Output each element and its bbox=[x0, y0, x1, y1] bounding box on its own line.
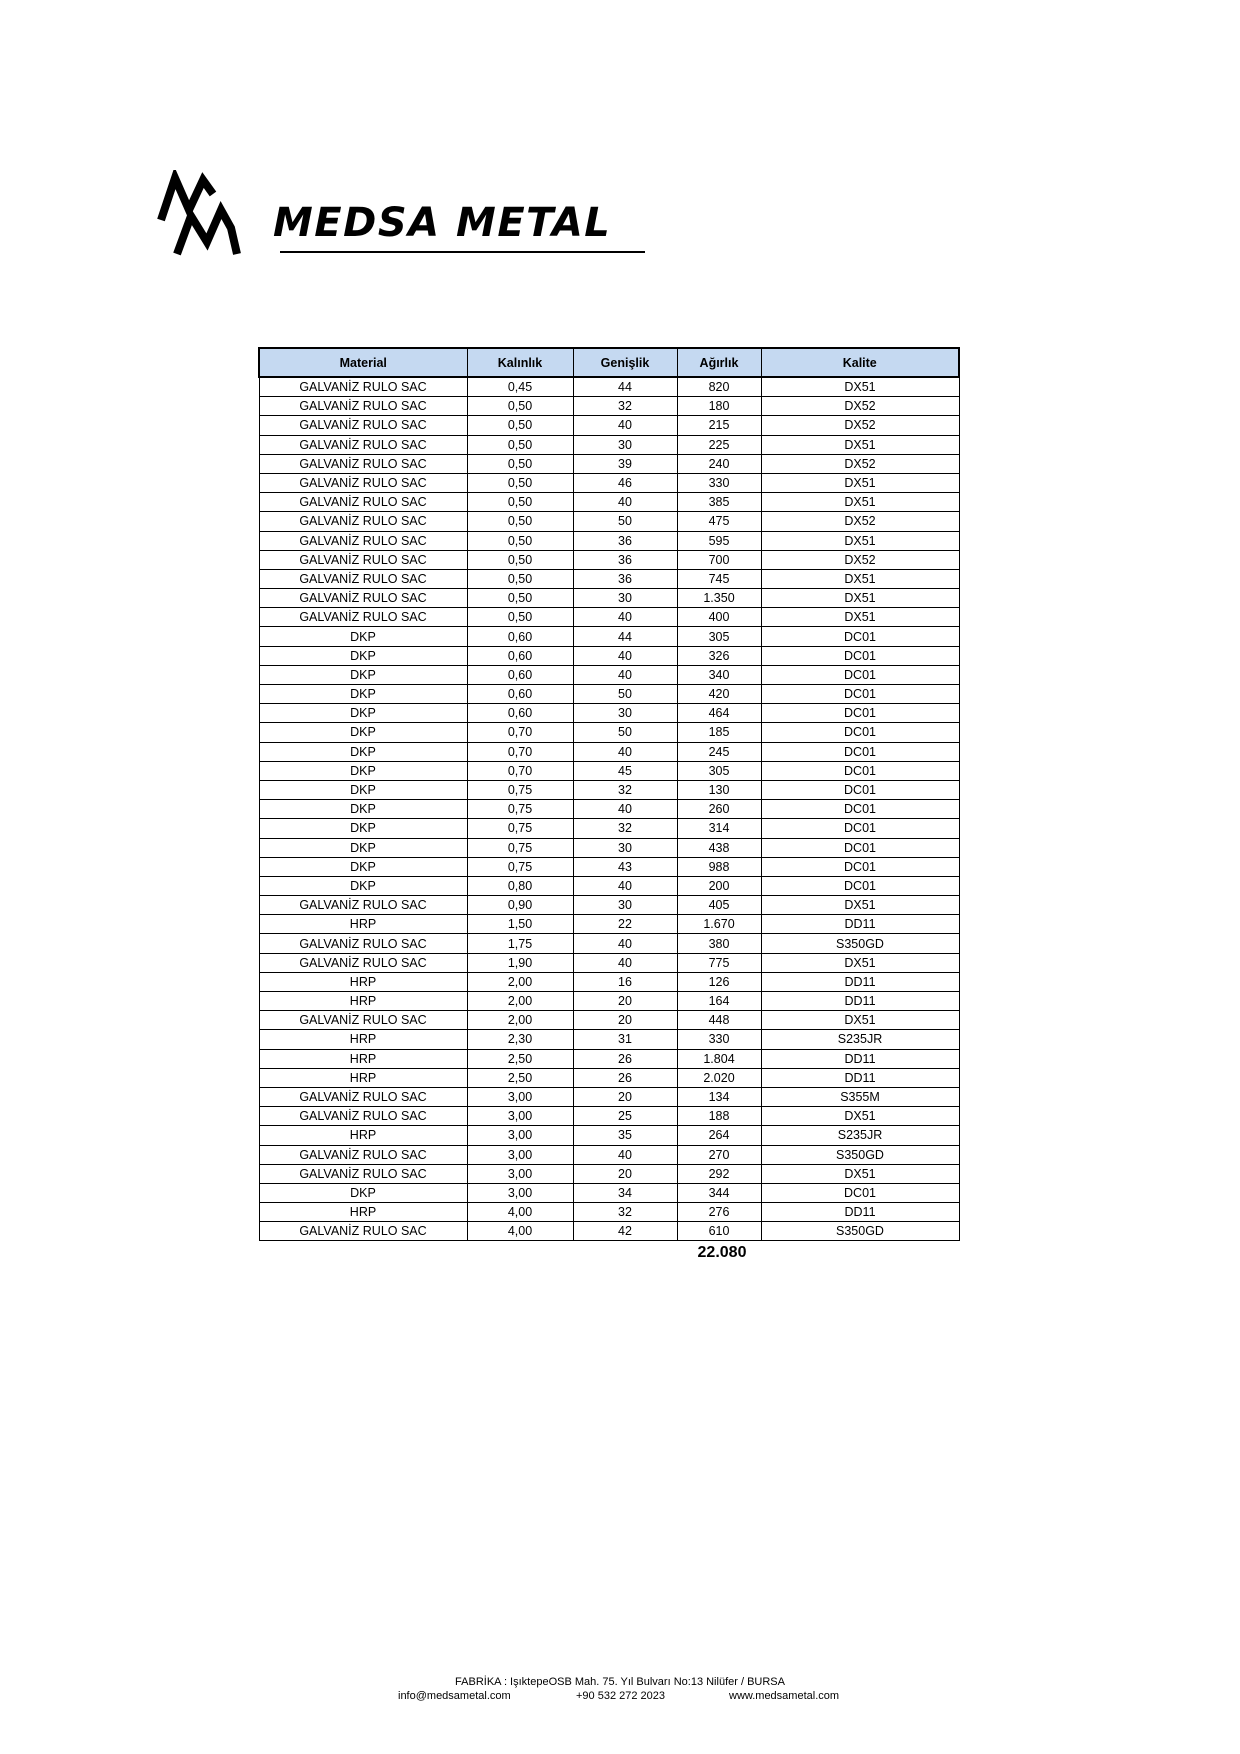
cell-quality: DC01 bbox=[761, 857, 959, 876]
cell-material: HRP bbox=[259, 1068, 467, 1087]
cell-weight: 448 bbox=[677, 1011, 761, 1030]
cell-weight: 245 bbox=[677, 742, 761, 761]
cell-material: GALVANİZ RULO SAC bbox=[259, 953, 467, 972]
cell-thickness: 0,50 bbox=[467, 473, 573, 492]
cell-thickness: 0,75 bbox=[467, 819, 573, 838]
table-row bbox=[259, 1107, 959, 1126]
cell-material: DKP bbox=[259, 857, 467, 876]
cell-width: 36 bbox=[573, 569, 677, 588]
cell-width: 44 bbox=[573, 627, 677, 646]
cell-thickness: 1,90 bbox=[467, 953, 573, 972]
cell-quality: DC01 bbox=[761, 665, 959, 684]
cell-width: 40 bbox=[573, 1145, 677, 1164]
cell-width: 36 bbox=[573, 531, 677, 550]
cell-width: 26 bbox=[573, 1068, 677, 1087]
cell-quality: DC01 bbox=[761, 685, 959, 704]
cell-thickness: 0,70 bbox=[467, 723, 573, 742]
cell-weight: 276 bbox=[677, 1203, 761, 1222]
table-row bbox=[259, 819, 959, 838]
cell-material: DKP bbox=[259, 800, 467, 819]
cell-thickness: 0,60 bbox=[467, 685, 573, 704]
cell-thickness: 0,50 bbox=[467, 531, 573, 550]
cell-material: DKP bbox=[259, 627, 467, 646]
cell-weight: 775 bbox=[677, 953, 761, 972]
table-row bbox=[259, 416, 959, 435]
table-row bbox=[259, 589, 959, 608]
cell-thickness: 0,50 bbox=[467, 589, 573, 608]
table-row bbox=[259, 1087, 959, 1106]
cell-material: GALVANİZ RULO SAC bbox=[259, 1087, 467, 1106]
cell-quality: DC01 bbox=[761, 723, 959, 742]
cell-width: 20 bbox=[573, 1164, 677, 1183]
cell-material: GALVANİZ RULO SAC bbox=[259, 896, 467, 915]
cell-material: DKP bbox=[259, 838, 467, 857]
logo-wordmark: MEDSA METAL bbox=[273, 200, 612, 246]
cell-material: HRP bbox=[259, 992, 467, 1011]
cell-material: DKP bbox=[259, 780, 467, 799]
table-row bbox=[259, 1164, 959, 1183]
cell-material: GALVANİZ RULO SAC bbox=[259, 493, 467, 512]
cell-thickness: 0,70 bbox=[467, 761, 573, 780]
cell-material: GALVANİZ RULO SAC bbox=[259, 397, 467, 416]
cell-width: 40 bbox=[573, 742, 677, 761]
cell-thickness: 3,00 bbox=[467, 1107, 573, 1126]
cell-quality: DC01 bbox=[761, 761, 959, 780]
cell-weight: 700 bbox=[677, 550, 761, 569]
footer-phone: +90 532 272 2023 bbox=[576, 1690, 666, 1702]
cell-thickness: 0,75 bbox=[467, 838, 573, 857]
cell-quality: DX51 bbox=[761, 531, 959, 550]
cell-thickness: 0,75 bbox=[467, 800, 573, 819]
cell-weight: 270 bbox=[677, 1145, 761, 1164]
cell-width: 36 bbox=[573, 550, 677, 569]
table-row bbox=[259, 569, 959, 588]
header-width: Genişlik bbox=[573, 348, 677, 377]
cell-quality: DX51 bbox=[761, 569, 959, 588]
cell-quality: S350GD bbox=[761, 1145, 959, 1164]
cell-thickness: 0,80 bbox=[467, 876, 573, 895]
cell-material: HRP bbox=[259, 1030, 467, 1049]
cell-weight: 225 bbox=[677, 435, 761, 454]
cell-width: 30 bbox=[573, 838, 677, 857]
cell-weight: 215 bbox=[677, 416, 761, 435]
cell-material: GALVANİZ RULO SAC bbox=[259, 934, 467, 953]
cell-material: GALVANİZ RULO SAC bbox=[259, 1011, 467, 1030]
table-row bbox=[259, 493, 959, 512]
table-row bbox=[259, 800, 959, 819]
page-footer bbox=[0, 1676, 1240, 1706]
cell-thickness: 2,30 bbox=[467, 1030, 573, 1049]
cell-thickness: 3,00 bbox=[467, 1126, 573, 1145]
cell-thickness: 0,50 bbox=[467, 493, 573, 512]
cell-thickness: 4,00 bbox=[467, 1222, 573, 1241]
cell-width: 32 bbox=[573, 819, 677, 838]
cell-thickness: 0,75 bbox=[467, 780, 573, 799]
cell-weight: 330 bbox=[677, 1030, 761, 1049]
cell-weight: 405 bbox=[677, 896, 761, 915]
cell-weight: 305 bbox=[677, 761, 761, 780]
table-row bbox=[259, 915, 959, 934]
cell-weight: 130 bbox=[677, 780, 761, 799]
cell-quality: DC01 bbox=[761, 627, 959, 646]
cell-thickness: 0,60 bbox=[467, 646, 573, 665]
cell-quality: DD11 bbox=[761, 1049, 959, 1068]
cell-width: 25 bbox=[573, 1107, 677, 1126]
table-row bbox=[259, 435, 959, 454]
cell-material: DKP bbox=[259, 685, 467, 704]
table-body bbox=[259, 377, 959, 1241]
cell-width: 40 bbox=[573, 665, 677, 684]
table-row bbox=[259, 454, 959, 473]
cell-material: GALVANİZ RULO SAC bbox=[259, 531, 467, 550]
cell-material: HRP bbox=[259, 1126, 467, 1145]
cell-quality: DX51 bbox=[761, 377, 959, 397]
cell-weight: 344 bbox=[677, 1183, 761, 1202]
cell-width: 26 bbox=[573, 1049, 677, 1068]
factory-address: FABRİKA : IşıktepeOSB Mah. 75. Yıl Bulvarı No:13 Nilüfer / BURSA bbox=[455, 1676, 785, 1688]
cell-weight: 185 bbox=[677, 723, 761, 742]
cell-weight: 260 bbox=[677, 800, 761, 819]
cell-thickness: 0,50 bbox=[467, 416, 573, 435]
cell-weight: 380 bbox=[677, 934, 761, 953]
header-weight: Ağırlık bbox=[677, 348, 761, 377]
cell-width: 20 bbox=[573, 1087, 677, 1106]
cell-width: 35 bbox=[573, 1126, 677, 1145]
cell-material: GALVANİZ RULO SAC bbox=[259, 608, 467, 627]
cell-material: GALVANİZ RULO SAC bbox=[259, 454, 467, 473]
cell-quality: DX51 bbox=[761, 953, 959, 972]
cell-material: GALVANİZ RULO SAC bbox=[259, 416, 467, 435]
cell-thickness: 2,00 bbox=[467, 1011, 573, 1030]
table-row bbox=[259, 780, 959, 799]
cell-quality: DC01 bbox=[761, 742, 959, 761]
table-row bbox=[259, 838, 959, 857]
cell-weight: 264 bbox=[677, 1126, 761, 1145]
cell-thickness: 0,50 bbox=[467, 608, 573, 627]
cell-weight: 200 bbox=[677, 876, 761, 895]
cell-width: 50 bbox=[573, 723, 677, 742]
cell-width: 40 bbox=[573, 953, 677, 972]
cell-quality: S235JR bbox=[761, 1030, 959, 1049]
header-quality: Kalite bbox=[761, 348, 959, 377]
cell-quality: DC01 bbox=[761, 838, 959, 857]
table-row bbox=[259, 646, 959, 665]
cell-material: DKP bbox=[259, 1183, 467, 1202]
cell-weight: 305 bbox=[677, 627, 761, 646]
stock-table bbox=[258, 347, 960, 1241]
cell-width: 22 bbox=[573, 915, 677, 934]
cell-width: 50 bbox=[573, 512, 677, 531]
table-row bbox=[259, 685, 959, 704]
table-row bbox=[259, 397, 959, 416]
cell-width: 34 bbox=[573, 1183, 677, 1202]
cell-width: 32 bbox=[573, 780, 677, 799]
cell-thickness: 0,60 bbox=[467, 704, 573, 723]
cell-thickness: 0,70 bbox=[467, 742, 573, 761]
cell-width: 40 bbox=[573, 876, 677, 895]
cell-material: HRP bbox=[259, 1049, 467, 1068]
cell-quality: DC01 bbox=[761, 704, 959, 723]
cell-quality: DX51 bbox=[761, 1011, 959, 1030]
cell-weight: 400 bbox=[677, 608, 761, 627]
cell-width: 44 bbox=[573, 377, 677, 397]
table-row bbox=[259, 972, 959, 991]
cell-width: 32 bbox=[573, 397, 677, 416]
cell-thickness: 0,50 bbox=[467, 397, 573, 416]
cell-thickness: 3,00 bbox=[467, 1145, 573, 1164]
cell-quality: DX52 bbox=[761, 454, 959, 473]
cell-weight: 164 bbox=[677, 992, 761, 1011]
cell-material: HRP bbox=[259, 915, 467, 934]
cell-weight: 326 bbox=[677, 646, 761, 665]
cell-material: DKP bbox=[259, 819, 467, 838]
cell-weight: 240 bbox=[677, 454, 761, 473]
cell-quality: DC01 bbox=[761, 1183, 959, 1202]
cell-weight: 330 bbox=[677, 473, 761, 492]
cell-thickness: 4,00 bbox=[467, 1203, 573, 1222]
table-row bbox=[259, 1126, 959, 1145]
cell-thickness: 2,50 bbox=[467, 1068, 573, 1087]
cell-quality: S235JR bbox=[761, 1126, 959, 1145]
cell-weight: 464 bbox=[677, 704, 761, 723]
cell-thickness: 0,75 bbox=[467, 857, 573, 876]
table-row bbox=[259, 876, 959, 895]
cell-thickness: 0,45 bbox=[467, 377, 573, 397]
cell-weight: 595 bbox=[677, 531, 761, 550]
cell-width: 46 bbox=[573, 473, 677, 492]
table-row bbox=[259, 1030, 959, 1049]
cell-width: 45 bbox=[573, 761, 677, 780]
cell-width: 20 bbox=[573, 992, 677, 1011]
cell-material: DKP bbox=[259, 704, 467, 723]
total-weight: 22.080 bbox=[697, 1244, 747, 1261]
cell-thickness: 0,50 bbox=[467, 435, 573, 454]
cell-quality: DX51 bbox=[761, 435, 959, 454]
cell-thickness: 0,50 bbox=[467, 454, 573, 473]
cell-width: 40 bbox=[573, 493, 677, 512]
footer-website[interactable]: www.medsametal.com bbox=[729, 1690, 840, 1702]
cell-material: GALVANİZ RULO SAC bbox=[259, 569, 467, 588]
cell-weight: 820 bbox=[677, 377, 761, 397]
cell-quality: DX52 bbox=[761, 397, 959, 416]
cell-thickness: 0,60 bbox=[467, 627, 573, 646]
cell-quality: DD11 bbox=[761, 1203, 959, 1222]
cell-width: 31 bbox=[573, 1030, 677, 1049]
cell-material: GALVANİZ RULO SAC bbox=[259, 377, 467, 397]
cell-weight: 475 bbox=[677, 512, 761, 531]
cell-width: 40 bbox=[573, 416, 677, 435]
cell-material: GALVANİZ RULO SAC bbox=[259, 1222, 467, 1241]
cell-material: HRP bbox=[259, 1203, 467, 1222]
cell-material: DKP bbox=[259, 876, 467, 895]
cell-weight: 385 bbox=[677, 493, 761, 512]
cell-material: HRP bbox=[259, 972, 467, 991]
table-row bbox=[259, 992, 959, 1011]
cell-width: 43 bbox=[573, 857, 677, 876]
cell-material: GALVANİZ RULO SAC bbox=[259, 512, 467, 531]
table-row bbox=[259, 377, 959, 397]
cell-material: GALVANİZ RULO SAC bbox=[259, 589, 467, 608]
cell-material: GALVANİZ RULO SAC bbox=[259, 550, 467, 569]
table-row bbox=[259, 934, 959, 953]
cell-weight: 745 bbox=[677, 569, 761, 588]
cell-width: 40 bbox=[573, 608, 677, 627]
medsa-m-logo-icon bbox=[155, 170, 265, 260]
table-row bbox=[259, 550, 959, 569]
table-row bbox=[259, 1049, 959, 1068]
cell-thickness: 3,00 bbox=[467, 1087, 573, 1106]
table-row bbox=[259, 1183, 959, 1202]
table-row bbox=[259, 665, 959, 684]
table-row bbox=[259, 742, 959, 761]
cell-width: 40 bbox=[573, 934, 677, 953]
table-row bbox=[259, 761, 959, 780]
cell-weight: 438 bbox=[677, 838, 761, 857]
cell-weight: 340 bbox=[677, 665, 761, 684]
table-row bbox=[259, 723, 959, 742]
cell-weight: 188 bbox=[677, 1107, 761, 1126]
cell-thickness: 0,50 bbox=[467, 569, 573, 588]
cell-material: GALVANİZ RULO SAC bbox=[259, 435, 467, 454]
cell-width: 30 bbox=[573, 896, 677, 915]
cell-weight: 1.670 bbox=[677, 915, 761, 934]
cell-quality: DC01 bbox=[761, 780, 959, 799]
cell-quality: DD11 bbox=[761, 1068, 959, 1087]
table-row bbox=[259, 1145, 959, 1164]
cell-weight: 988 bbox=[677, 857, 761, 876]
cell-quality: DX52 bbox=[761, 550, 959, 569]
cell-material: DKP bbox=[259, 723, 467, 742]
cell-thickness: 2,00 bbox=[467, 972, 573, 991]
cell-quality: DX51 bbox=[761, 589, 959, 608]
table-row bbox=[259, 473, 959, 492]
cell-weight: 2.020 bbox=[677, 1068, 761, 1087]
cell-quality: DX51 bbox=[761, 493, 959, 512]
cell-quality: DC01 bbox=[761, 800, 959, 819]
cell-thickness: 1,50 bbox=[467, 915, 573, 934]
header-thickness: Kalınlık bbox=[467, 348, 573, 377]
cell-material: DKP bbox=[259, 742, 467, 761]
table-row bbox=[259, 627, 959, 646]
cell-weight: 126 bbox=[677, 972, 761, 991]
cell-quality: S350GD bbox=[761, 934, 959, 953]
cell-thickness: 1,75 bbox=[467, 934, 573, 953]
cell-material: DKP bbox=[259, 665, 467, 684]
cell-width: 40 bbox=[573, 646, 677, 665]
cell-width: 20 bbox=[573, 1011, 677, 1030]
cell-weight: 180 bbox=[677, 397, 761, 416]
cell-width: 42 bbox=[573, 1222, 677, 1241]
cell-thickness: 0,50 bbox=[467, 550, 573, 569]
cell-quality: DC01 bbox=[761, 876, 959, 895]
table-row bbox=[259, 1222, 959, 1241]
cell-width: 32 bbox=[573, 1203, 677, 1222]
cell-quality: DX52 bbox=[761, 416, 959, 435]
cell-material: GALVANİZ RULO SAC bbox=[259, 1107, 467, 1126]
header-material: Material bbox=[259, 348, 467, 377]
cell-weight: 292 bbox=[677, 1164, 761, 1183]
cell-width: 30 bbox=[573, 589, 677, 608]
cell-weight: 314 bbox=[677, 819, 761, 838]
table-row bbox=[259, 1068, 959, 1087]
cell-width: 39 bbox=[573, 454, 677, 473]
table-row bbox=[259, 857, 959, 876]
cell-width: 16 bbox=[573, 972, 677, 991]
cell-quality: DX51 bbox=[761, 1107, 959, 1126]
cell-width: 30 bbox=[573, 704, 677, 723]
cell-thickness: 3,00 bbox=[467, 1164, 573, 1183]
cell-weight: 1.804 bbox=[677, 1049, 761, 1068]
cell-quality: DD11 bbox=[761, 915, 959, 934]
cell-quality: S350GD bbox=[761, 1222, 959, 1241]
cell-width: 30 bbox=[573, 435, 677, 454]
cell-quality: DD11 bbox=[761, 972, 959, 991]
cell-quality: DD11 bbox=[761, 992, 959, 1011]
footer-email[interactable]: info@medsametal.com bbox=[398, 1690, 511, 1702]
table-row bbox=[259, 608, 959, 627]
table-row bbox=[259, 512, 959, 531]
cell-material: GALVANİZ RULO SAC bbox=[259, 1145, 467, 1164]
cell-width: 40 bbox=[573, 800, 677, 819]
table-header-row bbox=[259, 348, 959, 377]
cell-quality: DX51 bbox=[761, 608, 959, 627]
cell-quality: DX51 bbox=[761, 896, 959, 915]
cell-weight: 420 bbox=[677, 685, 761, 704]
cell-material: GALVANİZ RULO SAC bbox=[259, 1164, 467, 1183]
cell-quality: DX52 bbox=[761, 512, 959, 531]
cell-quality: DC01 bbox=[761, 646, 959, 665]
cell-thickness: 0,50 bbox=[467, 512, 573, 531]
logo-underline bbox=[280, 251, 645, 253]
cell-weight: 1.350 bbox=[677, 589, 761, 608]
table-row bbox=[259, 896, 959, 915]
cell-thickness: 2,00 bbox=[467, 992, 573, 1011]
cell-material: GALVANİZ RULO SAC bbox=[259, 473, 467, 492]
cell-width: 50 bbox=[573, 685, 677, 704]
company-logo bbox=[155, 170, 655, 260]
cell-quality: DX51 bbox=[761, 1164, 959, 1183]
table-row bbox=[259, 1203, 959, 1222]
table-row bbox=[259, 953, 959, 972]
cell-quality: S355M bbox=[761, 1087, 959, 1106]
table-row bbox=[259, 1011, 959, 1030]
cell-thickness: 0,60 bbox=[467, 665, 573, 684]
cell-quality: DX51 bbox=[761, 473, 959, 492]
cell-weight: 610 bbox=[677, 1222, 761, 1241]
cell-thickness: 0,90 bbox=[467, 896, 573, 915]
cell-material: DKP bbox=[259, 646, 467, 665]
cell-thickness: 3,00 bbox=[467, 1183, 573, 1202]
cell-thickness: 2,50 bbox=[467, 1049, 573, 1068]
cell-material: DKP bbox=[259, 761, 467, 780]
table-row bbox=[259, 531, 959, 550]
cell-weight: 134 bbox=[677, 1087, 761, 1106]
table-row bbox=[259, 704, 959, 723]
cell-quality: DC01 bbox=[761, 819, 959, 838]
